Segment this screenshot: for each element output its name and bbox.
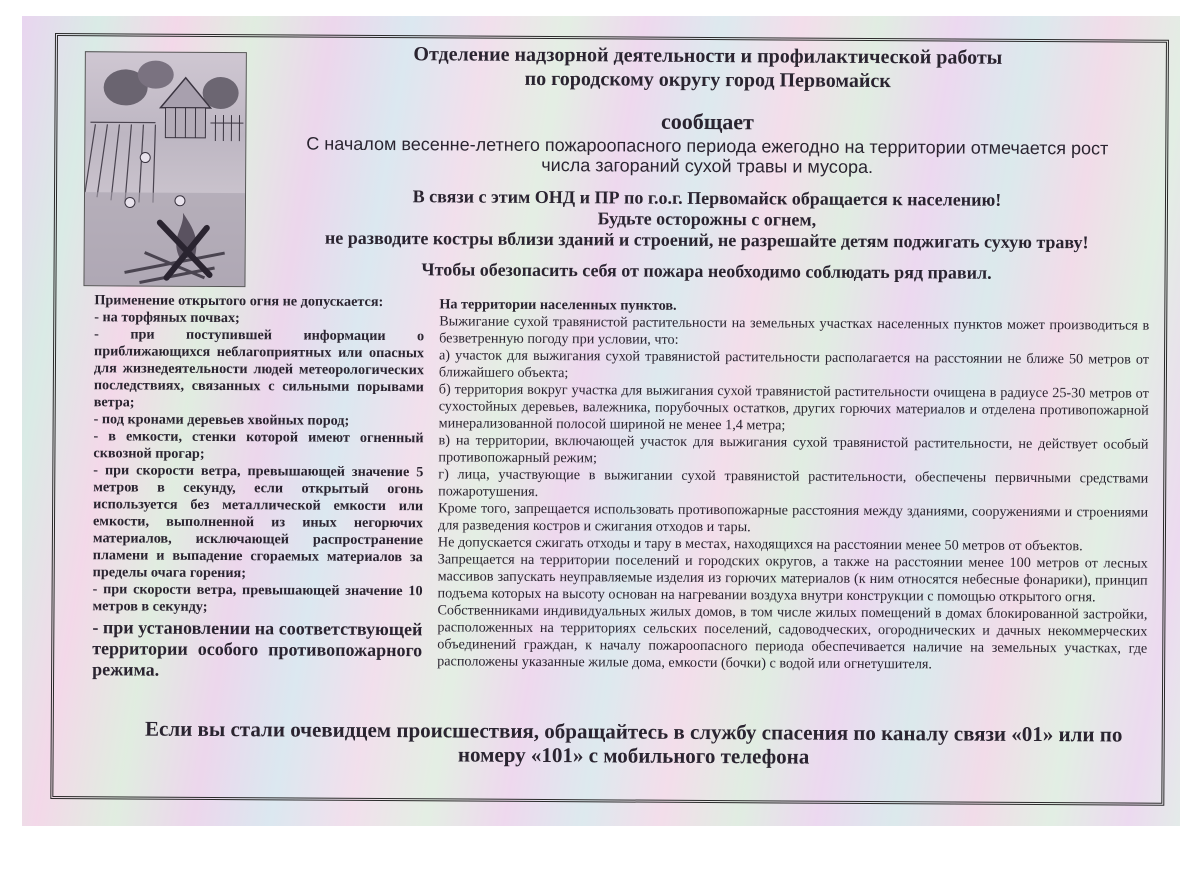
prohibition-item: - на торфяных почвах; [94, 309, 240, 327]
emergency-line-1: Если вы стали очевидцем происшествия, обращайтесь в службу спасения по каналу связи «01» или по [145, 716, 1123, 747]
rule-paragraph: Собственниками индивидуальных жилых домов, в том числе жилых помещений в домах блокированной застройки, расположенных на территориях сельских поселений, садоводческих, огороднических и дачных некоммерческих объединений граждан, к началу пожароопасного периода обеспечивается наличие на земельных участках, где расположены указанные жилые дома, емкости (бочки) с водой или огнетушителя. [437, 602, 1148, 673]
emergency-line-2: номеру «101» с мобильного телефона [457, 742, 810, 769]
appeal-line-1: В связи с этим ОНД и ПР по г.о.г. Первомайск обращается к населению! [412, 186, 1002, 210]
bonfire-crossed-out-illustration [83, 51, 246, 287]
header [256, 37, 1157, 284]
rule-paragraph: Запрещается на территории поселений и городских округов, а также на расстоянии менее 100 метров от лесных массивов запускать неуправляемые изделия из горючих материалов (к ним относятся небесные фонарики), принцип подъема которых на высоту основан на нагревании воздуха внутри конструкции с помощью открытого огня. [437, 551, 1148, 606]
announces-heading: сообщает [660, 108, 755, 135]
rule-paragraph: Не допускается сжигать отходы и тару в местах, находящихся на расстоянии менее 50 метров от объектов. [437, 534, 1083, 555]
appeal-line-3: не разводите костры вблизи зданий и строений, не разрешайте детям поджигать сухую траву! [324, 227, 1089, 253]
rule-paragraph: г) лица, участвующие в выжигании сухой травянистой растительности, обеспечены первичными средствами пожаротушения. [438, 466, 1149, 500]
organization-title [258, 41, 1158, 94]
appeal-text [257, 185, 1157, 253]
prohibition-item: - в емкости, стенки которой имеют огненный сквозной прогар; [93, 428, 424, 462]
emergency-contact [104, 716, 1164, 770]
village-fire-icon [84, 52, 245, 286]
prohibition-item: - при поступившей информации о приближающихся неблагоприятных или опасных для жизнедеятельности людей метеорологических последствиях, связанных с сильными порывами ветра; [93, 326, 425, 411]
org-line-1: Отделение надзорной деятельности и профилактической работы [413, 43, 1003, 69]
settlement-rules-title: На территории населенных пунктов. [439, 296, 677, 314]
scanned-sheet [22, 16, 1180, 826]
prohibition-item: - при скорости ветра, превышающей значение 5 метров в секунду, если открытый огонь используется без металлической емкости или емкости, выполненной из иных негорючих материалов, исключающей распространение пламени и выпадение сгораемых материалов за пределы очага горения; [92, 462, 424, 582]
rule-paragraph: б) территория вокруг участка для выжигания сухой травянистой растительности очищена в радиусе 25-30 метров от сухостойных деревьев, валежника, порубочных остатков, других горючих материалов и отделена противопожарной минерализованной полосой шириной не менее 1,4 метра; [438, 381, 1149, 434]
prohibition-item: - при скорости ветра, превышающей значение 10 метров в секунду; [92, 581, 423, 615]
appeal-line-2: Будьте осторожны с огнем, [597, 208, 817, 230]
prohibition-item: - под кронами деревьев хвойных пород; [93, 411, 350, 429]
intro-line-1: С началом весенне-летнего пожароопасного периода ежегодно на территории отмечается рост [306, 133, 1109, 159]
rules-intro: Чтобы обезопасить себя от пожара необходимо соблюдать ряд правил. [421, 259, 992, 283]
intro-text [267, 133, 1147, 178]
prohibitions-title: Применение открытого огня не допускается: [94, 292, 384, 311]
rule-paragraph: Кроме того, запрещается использовать противопожарные расстояния между зданиями, сооружениями и строениями для разведения костров и сжигания отходов и тары. [437, 500, 1149, 536]
document-frame [50, 33, 1169, 806]
org-line-2: по городскому округу город Первомайск [524, 67, 891, 93]
settlement-rules [437, 296, 1149, 674]
open-fire-prohibitions [92, 292, 424, 682]
rule-paragraph: Выжигание сухой травянистой растительности на земельных участках населенных пунктов может производиться в безветренную погоду при условии, что: [439, 313, 1150, 348]
prohibition-item-special-regime: - при установлении на соответствующей территории особого противопожарного режима. [92, 617, 423, 680]
intro-line-2: числа загораний сухой травы и мусора. [541, 154, 874, 177]
rule-paragraph: в) на территории, включающей участок для выжигания сухой травянистой растительности, не действует особый противопожарный режим; [438, 432, 1149, 467]
rule-paragraph: а) участок для выжигания сухой травянистой растительности располагается на расстоянии не ближе 50 метров от ближайшего объекта; [438, 347, 1150, 382]
